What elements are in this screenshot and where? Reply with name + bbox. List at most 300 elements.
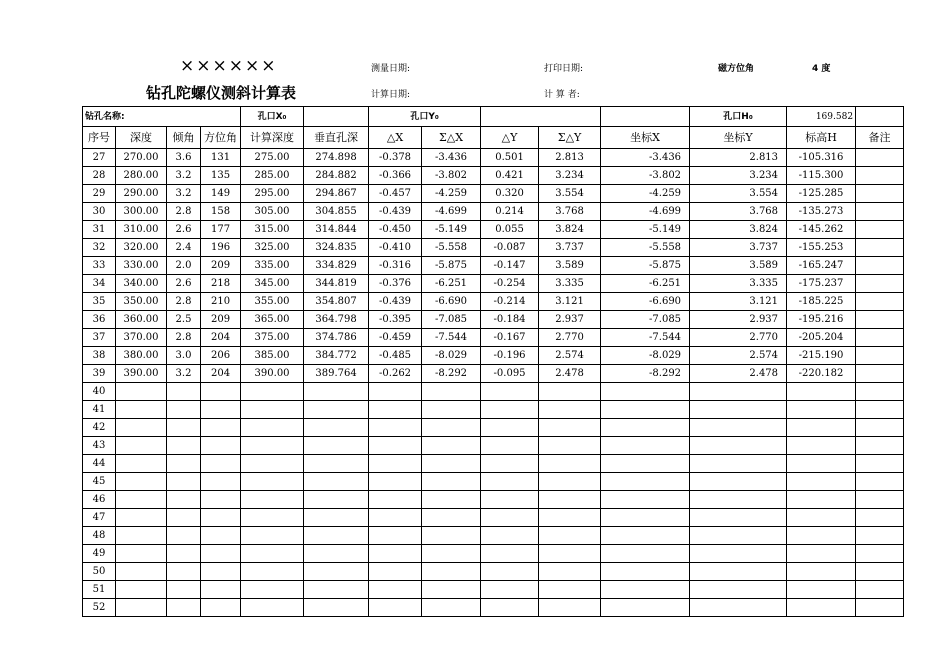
table-row [83, 203, 904, 221]
cell-coord-x: -3.802 [601, 167, 690, 185]
cell-sum-dy: 2.813 [539, 149, 601, 167]
cell-sum-dx: -7.544 [422, 329, 481, 347]
cell-dip: 2.5 [167, 311, 201, 329]
cell-azimuth [201, 509, 241, 527]
cell-dx: -0.376 [369, 275, 422, 293]
cell-azimuth [201, 545, 241, 563]
cell-depth [116, 563, 167, 581]
cell-calc-depth: 335.00 [241, 257, 304, 275]
cell-sum-dx: -5.875 [422, 257, 481, 275]
cell-coord-y: 3.737 [690, 239, 787, 257]
cell-coord-y: 2.813 [690, 149, 787, 167]
table-row [83, 527, 904, 545]
cell-dip: 3.6 [167, 149, 201, 167]
cell-depth: 380.00 [116, 347, 167, 365]
cell-coord-x [601, 491, 690, 509]
calc-date-label: 计算日期: [371, 90, 411, 100]
cell-dip: 2.8 [167, 329, 201, 347]
cell-dy [481, 473, 539, 491]
info-empty [856, 107, 904, 127]
cell-azimuth: 210 [201, 293, 241, 311]
cell-dip [167, 599, 201, 617]
cell-seq: 38 [83, 347, 116, 365]
cell-sum-dx: -6.690 [422, 293, 481, 311]
cell-calc-depth [241, 509, 304, 527]
cell-depth: 280.00 [116, 167, 167, 185]
cell-coord-y: 3.335 [690, 275, 787, 293]
cell-depth: 270.00 [116, 149, 167, 167]
cell-sum-dx [422, 473, 481, 491]
cell-coord-y [690, 491, 787, 509]
cell-vertical-depth: 384.772 [304, 347, 369, 365]
cell-azimuth: 177 [201, 221, 241, 239]
cell-coord-x [601, 599, 690, 617]
cell-seq: 30 [83, 203, 116, 221]
cell-dy [481, 581, 539, 599]
cell-dip [167, 401, 201, 419]
cell-sum-dy: 2.574 [539, 347, 601, 365]
cell-depth [116, 527, 167, 545]
cell-coord-x [601, 473, 690, 491]
cell-coord-y [690, 545, 787, 563]
hole-name-label: 钻孔名称: [83, 107, 241, 127]
cell-dip [167, 491, 201, 509]
cell-dy: -0.214 [481, 293, 539, 311]
col-header-azimuth: 方位角 [201, 127, 241, 149]
cell-dip [167, 563, 201, 581]
cell-coord-x: -5.149 [601, 221, 690, 239]
cell-sum-dy: 3.234 [539, 167, 601, 185]
cell-coord-x [601, 509, 690, 527]
cell-dip: 3.2 [167, 167, 201, 185]
cell-azimuth: 149 [201, 185, 241, 203]
col-header-coord-x: 坐标X [601, 127, 690, 149]
cell-dy [481, 437, 539, 455]
cell-coord-y: 3.768 [690, 203, 787, 221]
cell-coord-x: -8.029 [601, 347, 690, 365]
cell-sum-dy [539, 383, 601, 401]
cell-elevation-h [787, 437, 856, 455]
print-date-label: 打印日期: [544, 64, 584, 74]
cell-coord-y: 3.554 [690, 185, 787, 203]
cell-dy: -0.095 [481, 365, 539, 383]
cell-elevation-h [787, 401, 856, 419]
cell-elevation-h [787, 581, 856, 599]
cell-elevation-h: -155.253 [787, 239, 856, 257]
cell-vertical-depth [304, 419, 369, 437]
cell-elevation-h: -125.285 [787, 185, 856, 203]
cell-depth: 360.00 [116, 311, 167, 329]
cell-calc-depth [241, 563, 304, 581]
cell-calc-depth: 295.00 [241, 185, 304, 203]
cell-azimuth [201, 473, 241, 491]
table-row [83, 473, 904, 491]
cell-remark [856, 581, 904, 599]
cell-remark [856, 347, 904, 365]
cell-seq: 37 [83, 329, 116, 347]
cell-dx: -0.439 [369, 293, 422, 311]
cell-depth: 370.00 [116, 329, 167, 347]
cell-seq: 33 [83, 257, 116, 275]
cell-remark [856, 563, 904, 581]
cell-vertical-depth [304, 527, 369, 545]
cell-vertical-depth: 334.829 [304, 257, 369, 275]
cell-remark [856, 401, 904, 419]
cell-coord-x: -3.436 [601, 149, 690, 167]
cell-dx: -0.378 [369, 149, 422, 167]
cell-dx: -0.485 [369, 347, 422, 365]
cell-sum-dx [422, 599, 481, 617]
cell-vertical-depth: 284.882 [304, 167, 369, 185]
cell-sum-dx: -3.802 [422, 167, 481, 185]
cell-depth [116, 383, 167, 401]
cell-calc-depth [241, 383, 304, 401]
cell-depth [116, 401, 167, 419]
cell-seq: 48 [83, 527, 116, 545]
cell-seq: 35 [83, 293, 116, 311]
cell-seq: 52 [83, 599, 116, 617]
cell-dx [369, 545, 422, 563]
cell-depth: 340.00 [116, 275, 167, 293]
cell-dip: 3.2 [167, 365, 201, 383]
cell-sum-dx [422, 455, 481, 473]
cell-sum-dy [539, 437, 601, 455]
cell-dx: -0.366 [369, 167, 422, 185]
cell-seq: 34 [83, 275, 116, 293]
mag-azimuth-label: 磁方位角 [718, 64, 755, 74]
cell-calc-depth [241, 419, 304, 437]
table-row [83, 437, 904, 455]
cell-vertical-depth [304, 383, 369, 401]
cell-seq: 28 [83, 167, 116, 185]
cell-seq: 29 [83, 185, 116, 203]
cell-azimuth [201, 437, 241, 455]
cell-calc-depth [241, 545, 304, 563]
cell-remark [856, 239, 904, 257]
cell-elevation-h: -205.204 [787, 329, 856, 347]
cell-coord-x: -8.292 [601, 365, 690, 383]
cell-remark [856, 203, 904, 221]
cell-dx [369, 491, 422, 509]
cell-depth: 390.00 [116, 365, 167, 383]
cell-coord-y: 2.478 [690, 365, 787, 383]
cell-depth: 300.00 [116, 203, 167, 221]
cell-azimuth: 209 [201, 257, 241, 275]
cell-sum-dx: -6.251 [422, 275, 481, 293]
cell-elevation-h: -220.182 [787, 365, 856, 383]
cell-dx [369, 581, 422, 599]
cell-dx [369, 401, 422, 419]
cell-dip: 2.0 [167, 257, 201, 275]
cell-vertical-depth: 274.898 [304, 149, 369, 167]
cell-dip [167, 383, 201, 401]
cell-remark [856, 455, 904, 473]
cell-azimuth: 218 [201, 275, 241, 293]
cell-dx: -0.410 [369, 239, 422, 257]
cell-seq: 49 [83, 545, 116, 563]
cell-dip: 2.4 [167, 239, 201, 257]
cell-coord-y [690, 509, 787, 527]
col-header-depth: 深度 [116, 127, 167, 149]
cell-sum-dy: 3.335 [539, 275, 601, 293]
cell-elevation-h [787, 599, 856, 617]
col-header-seq: 序号 [83, 127, 116, 149]
cell-sum-dy [539, 581, 601, 599]
cell-sum-dx [422, 419, 481, 437]
cell-depth [116, 599, 167, 617]
cell-calc-depth [241, 491, 304, 509]
cell-seq: 32 [83, 239, 116, 257]
cell-dy: -0.147 [481, 257, 539, 275]
cell-vertical-depth: 304.855 [304, 203, 369, 221]
cell-dy: -0.254 [481, 275, 539, 293]
cell-seq: 40 [83, 383, 116, 401]
cell-sum-dy [539, 527, 601, 545]
cell-dx [369, 527, 422, 545]
cell-sum-dx: -5.149 [422, 221, 481, 239]
cell-elevation-h [787, 383, 856, 401]
cell-elevation-h [787, 527, 856, 545]
cell-remark [856, 185, 904, 203]
cell-azimuth: 196 [201, 239, 241, 257]
cell-sum-dx: -3.436 [422, 149, 481, 167]
cell-calc-depth [241, 455, 304, 473]
cell-coord-x [601, 545, 690, 563]
cell-coord-y [690, 437, 787, 455]
col-header-dy: △Y [481, 127, 539, 149]
cell-dx: -0.262 [369, 365, 422, 383]
title-marks: ×××××× [180, 56, 278, 76]
survey-date-label: 测量日期: [371, 64, 411, 74]
cell-dip: 2.6 [167, 275, 201, 293]
cell-depth [116, 581, 167, 599]
table-row [83, 365, 904, 383]
cell-vertical-depth: 294.867 [304, 185, 369, 203]
cell-azimuth: 131 [201, 149, 241, 167]
cell-calc-depth: 315.00 [241, 221, 304, 239]
cell-dy: -0.087 [481, 239, 539, 257]
cell-dip [167, 455, 201, 473]
cell-depth [116, 437, 167, 455]
cell-sum-dx: -4.699 [422, 203, 481, 221]
cell-dy: 0.055 [481, 221, 539, 239]
col-header-vertical-depth: 垂直孔深 [304, 127, 369, 149]
cell-seq: 41 [83, 401, 116, 419]
cell-azimuth [201, 401, 241, 419]
cell-calc-depth: 345.00 [241, 275, 304, 293]
cell-coord-y: 2.574 [690, 347, 787, 365]
cell-dip: 3.0 [167, 347, 201, 365]
col-header-dx: △X [369, 127, 422, 149]
cell-coord-x [601, 437, 690, 455]
table-row [83, 455, 904, 473]
cell-sum-dx [422, 545, 481, 563]
cell-seq: 44 [83, 455, 116, 473]
cell-remark [856, 473, 904, 491]
table-row [83, 419, 904, 437]
cell-coord-x: -4.259 [601, 185, 690, 203]
cell-remark [856, 221, 904, 239]
cell-calc-depth: 365.00 [241, 311, 304, 329]
cell-coord-x: -7.544 [601, 329, 690, 347]
cell-dy [481, 545, 539, 563]
x0-value [304, 107, 369, 127]
col-header-elevation-h: 标高H [787, 127, 856, 149]
cell-depth [116, 509, 167, 527]
cell-remark [856, 437, 904, 455]
cell-dy: 0.214 [481, 203, 539, 221]
h0-value: 169.582 [787, 107, 856, 127]
table-row [83, 239, 904, 257]
cell-vertical-depth [304, 437, 369, 455]
cell-dy [481, 563, 539, 581]
cell-dy [481, 599, 539, 617]
cell-remark [856, 311, 904, 329]
cell-sum-dx [422, 491, 481, 509]
col-header-sum-dy: Σ△Y [539, 127, 601, 149]
table-row [83, 401, 904, 419]
cell-seq: 36 [83, 311, 116, 329]
cell-dx: -0.457 [369, 185, 422, 203]
cell-dx [369, 437, 422, 455]
cell-vertical-depth: 374.786 [304, 329, 369, 347]
cell-depth: 330.00 [116, 257, 167, 275]
cell-coord-x [601, 401, 690, 419]
cell-azimuth: 204 [201, 365, 241, 383]
cell-seq: 31 [83, 221, 116, 239]
cell-vertical-depth [304, 455, 369, 473]
cell-vertical-depth [304, 509, 369, 527]
cell-vertical-depth [304, 401, 369, 419]
cell-elevation-h: -135.273 [787, 203, 856, 221]
cell-depth: 320.00 [116, 239, 167, 257]
cell-depth [116, 491, 167, 509]
cell-dx [369, 383, 422, 401]
cell-coord-y [690, 383, 787, 401]
survey-table [82, 106, 904, 617]
cell-calc-depth [241, 527, 304, 545]
cell-sum-dx [422, 563, 481, 581]
table-row [83, 257, 904, 275]
cell-coord-y [690, 419, 787, 437]
cell-calc-depth: 275.00 [241, 149, 304, 167]
cell-dx: -0.316 [369, 257, 422, 275]
table-row [83, 275, 904, 293]
cell-elevation-h: -215.190 [787, 347, 856, 365]
cell-vertical-depth: 389.764 [304, 365, 369, 383]
cell-azimuth [201, 563, 241, 581]
cell-dip: 2.8 [167, 293, 201, 311]
cell-calc-depth [241, 401, 304, 419]
cell-dip [167, 509, 201, 527]
cell-azimuth [201, 527, 241, 545]
table-row [83, 563, 904, 581]
cell-calc-depth [241, 599, 304, 617]
table-row [83, 149, 904, 167]
cell-depth: 350.00 [116, 293, 167, 311]
col-header-calc-depth: 计算深度 [241, 127, 304, 149]
y0-label: 孔口Y₀ [369, 107, 481, 127]
cell-sum-dy: 2.770 [539, 329, 601, 347]
page-title: 钻孔陀螺仪测斜计算表 [146, 84, 297, 102]
cell-dy [481, 509, 539, 527]
cell-dy [481, 491, 539, 509]
cell-depth [116, 419, 167, 437]
cell-coord-y [690, 401, 787, 419]
cell-vertical-depth: 364.798 [304, 311, 369, 329]
cell-sum-dx: -8.292 [422, 365, 481, 383]
cell-coord-y: 3.121 [690, 293, 787, 311]
cell-dip [167, 527, 201, 545]
table-row [83, 491, 904, 509]
x0-label: 孔口X₀ [241, 107, 304, 127]
cell-dy [481, 419, 539, 437]
cell-sum-dy: 3.737 [539, 239, 601, 257]
cell-calc-depth [241, 473, 304, 491]
cell-coord-x: -5.558 [601, 239, 690, 257]
cell-calc-depth: 305.00 [241, 203, 304, 221]
cell-dx [369, 455, 422, 473]
cell-dip: 3.2 [167, 185, 201, 203]
cell-sum-dx [422, 509, 481, 527]
cell-dip [167, 545, 201, 563]
cell-coord-y [690, 581, 787, 599]
cell-sum-dy [539, 563, 601, 581]
cell-dip: 2.8 [167, 203, 201, 221]
cell-remark [856, 599, 904, 617]
cell-sum-dy [539, 509, 601, 527]
cell-sum-dx [422, 401, 481, 419]
y0-value [481, 107, 601, 127]
table-row [83, 383, 904, 401]
cell-dy [481, 455, 539, 473]
table-row [83, 167, 904, 185]
cell-dip [167, 437, 201, 455]
col-header-dip: 倾角 [167, 127, 201, 149]
cell-elevation-h [787, 455, 856, 473]
cell-coord-x: -7.085 [601, 311, 690, 329]
cell-calc-depth [241, 437, 304, 455]
cell-vertical-depth: 354.807 [304, 293, 369, 311]
cell-dip [167, 581, 201, 599]
cell-azimuth [201, 383, 241, 401]
table-row [83, 311, 904, 329]
table-row [83, 293, 904, 311]
cell-dip [167, 419, 201, 437]
table-row [83, 185, 904, 203]
cell-sum-dy: 2.937 [539, 311, 601, 329]
cell-azimuth: 206 [201, 347, 241, 365]
cell-depth [116, 455, 167, 473]
cell-dx: -0.450 [369, 221, 422, 239]
cell-dx [369, 563, 422, 581]
mag-azimuth-value: 4 度 [812, 64, 831, 74]
cell-sum-dx: -4.259 [422, 185, 481, 203]
table-row [83, 599, 904, 617]
cell-vertical-depth [304, 581, 369, 599]
cell-vertical-depth [304, 563, 369, 581]
cell-sum-dy: 3.768 [539, 203, 601, 221]
cell-vertical-depth [304, 491, 369, 509]
table-row [83, 509, 904, 527]
cell-dy: -0.184 [481, 311, 539, 329]
cell-remark [856, 167, 904, 185]
col-header-coord-y: 坐标Y [690, 127, 787, 149]
cell-remark [856, 491, 904, 509]
cell-seq: 50 [83, 563, 116, 581]
table-row [83, 347, 904, 365]
cell-sum-dy: 3.824 [539, 221, 601, 239]
